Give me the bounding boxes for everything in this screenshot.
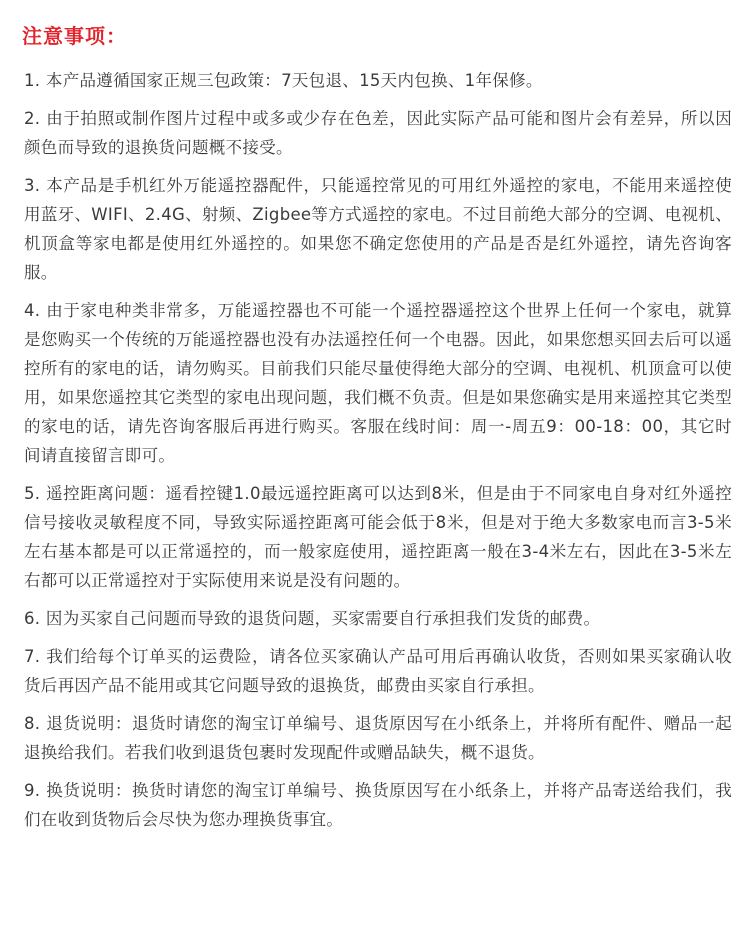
notice-item-6: 6. 因为买家自己问题而导致的退货问题，买家需要自行承担我们发货的邮费。 [24,609,601,628]
notice-item-7: 7. 我们给每个订单买的运费险，请各位买家确认产品可用后再确认收货，否则如果买家确认收货后再因产品不能用或其它问题导致的退换货，邮费由买家自行承担。 [24,647,732,695]
notice-title: 注意事项： [22,24,127,48]
notice-item-1: 1. 本产品遵循国家正规三包政策：7天包退、15天内包换、1年保修。 [24,71,543,90]
notice-item-2: 2. 由于拍照或制作图片过程中或多或少存在色差，因此实际产品可能和图片会有差异，所以因颜色而导致的退换货问题概不接受。 [24,109,732,157]
notice-item-4: 4. 由于家电种类非常多，万能遥控器也不可能一个遥控器遥控这个世界上任何一个家电，就算是您购买一个传统的万能遥控器也没有办法遥控任何一个电器。因此，如果您想买回去后可以遥控所有的家电的话，请勿购买。目前我们只能尽量使得绝大部分的空调、电视机、机顶盒可以使用，如果您遥控其它类型的家电出现问题，我们概不负责。但是如果您确实是用来遥控其它类型的家电的话，请先咨询客服后再进行购买。客服在线时间：周一-周五9：00-18：00，其它时间请直接留言即可。 [24,301,732,465]
notice-item-8: 8. 退货说明：退货时请您的淘宝订单编号、退货原因写在小纸条上，并将所有配件、赠品一起退换给我们。若我们收到退货包裹时发现配件或赠品缺失，概不退货。 [24,714,732,762]
notice-item-3: 3. 本产品是手机红外万能遥控器配件，只能遥控常见的可用红外遥控的家电，不能用来遥控使用蓝牙、WIFI、2.4G、射频、Zigbee等方式遥控的家电。不过目前绝大部分的空调、电视机、机顶盒等家电都是使用红外遥控的。如果您不确定您使用的产品是否是红外遥控，请先咨询客服。 [24,176,732,282]
notice-item-5: 5. 遥控距离问题：遥看控键1.0最远遥控距离可以达到8米，但是由于不同家电自身对红外遥控信号接收灵敏程度不同，导致实际遥控距离可能会低于8米，但是对于绝大多数家电而言3-5米左右基本都是可以正常遥控的，而一般家庭使用，遥控距离一般在3-4米左右，因此在3-5米左右都可以正常遥控对于实际使用来说是没有问题的。 [24,484,732,590]
notice-list [24,66,732,843]
notice-item-9: 9. 换货说明：换货时请您的淘宝订单编号、换货原因写在小纸条上，并将产品寄送给我们，我们在收到货物后会尽快为您办理换货事宜。 [24,781,732,829]
